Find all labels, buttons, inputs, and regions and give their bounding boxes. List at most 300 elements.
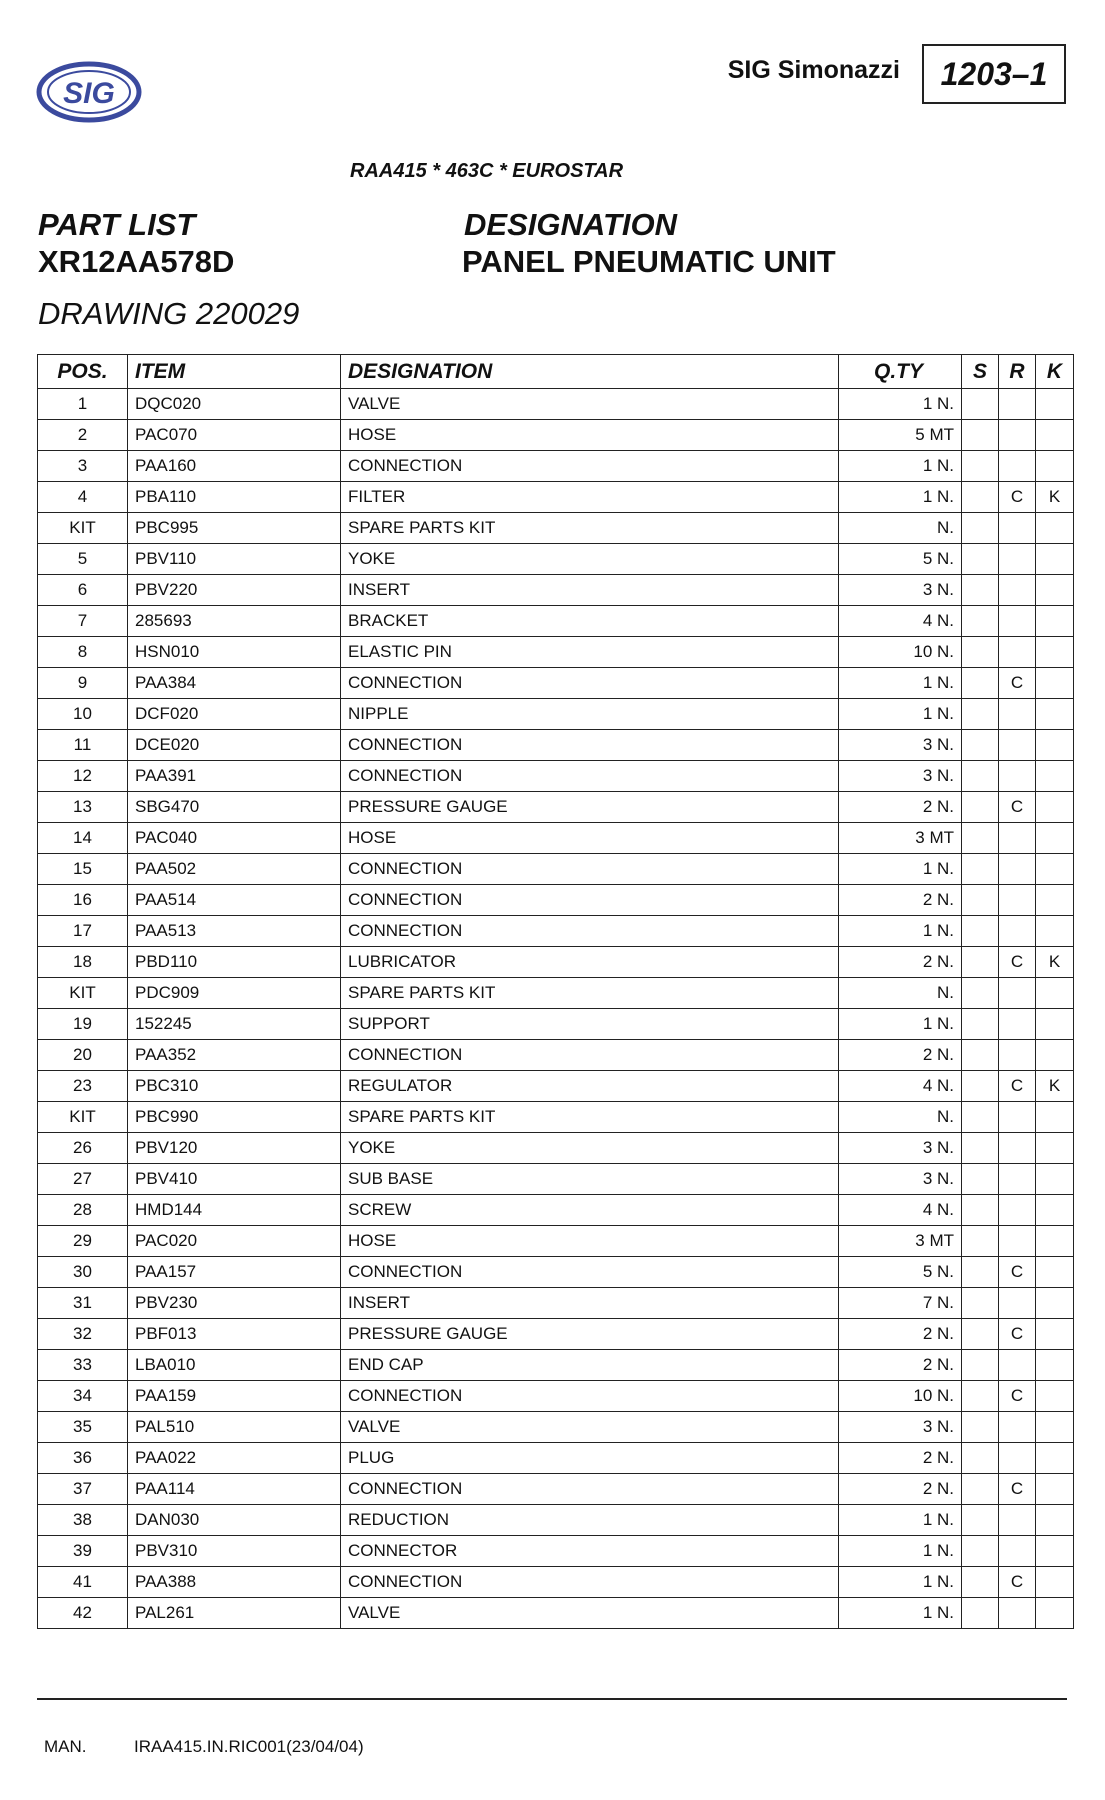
cell-pos: 41 — [38, 1567, 128, 1598]
cell-pos: 29 — [38, 1226, 128, 1257]
cell-pos: 19 — [38, 1009, 128, 1040]
cell-designation: SUPPORT — [341, 1009, 839, 1040]
cell-item: PAC070 — [128, 420, 341, 451]
cell-pos: 6 — [38, 575, 128, 606]
cell-item: LBA010 — [128, 1350, 341, 1381]
cell-k — [1036, 1319, 1074, 1350]
cell-item: PAA352 — [128, 1040, 341, 1071]
cell-k — [1036, 513, 1074, 544]
table-row — [38, 389, 1074, 420]
cell-item: 285693 — [128, 606, 341, 637]
cell-k — [1036, 885, 1074, 916]
cell-r — [999, 916, 1036, 947]
cell-qty: 10 N. — [839, 637, 962, 668]
cell-s — [962, 1102, 999, 1133]
cell-r — [999, 823, 1036, 854]
cell-qty: 2 N. — [839, 1040, 962, 1071]
cell-s — [962, 482, 999, 513]
cell-r — [999, 451, 1036, 482]
cell-item: DCE020 — [128, 730, 341, 761]
cell-item: DQC020 — [128, 389, 341, 420]
cell-qty: 3 N. — [839, 730, 962, 761]
cell-qty: 3 N. — [839, 1164, 962, 1195]
cell-k — [1036, 916, 1074, 947]
header-s: S — [962, 355, 999, 389]
cell-qty: 3 MT — [839, 823, 962, 854]
cell-k — [1036, 575, 1074, 606]
table-row — [38, 1226, 1074, 1257]
cell-item: PAC040 — [128, 823, 341, 854]
cell-k — [1036, 978, 1074, 1009]
cell-r — [999, 513, 1036, 544]
cell-designation: INSERT — [341, 575, 839, 606]
cell-designation: HOSE — [341, 1226, 839, 1257]
cell-k — [1036, 1195, 1074, 1226]
cell-pos: 11 — [38, 730, 128, 761]
cell-r — [999, 1598, 1036, 1629]
cell-s — [962, 389, 999, 420]
cell-pos: 3 — [38, 451, 128, 482]
table-row — [38, 1598, 1074, 1629]
cell-designation: FILTER — [341, 482, 839, 513]
cell-s — [962, 451, 999, 482]
cell-designation: CONNECTION — [341, 1567, 839, 1598]
cell-designation: CONNECTION — [341, 916, 839, 947]
page-number-box — [922, 44, 1066, 104]
table-row — [38, 1536, 1074, 1567]
model-line: RAA415 * 463C * EUROSTAR — [350, 160, 624, 182]
cell-item: PBV410 — [128, 1164, 341, 1195]
cell-k — [1036, 1257, 1074, 1288]
table-row — [38, 1505, 1074, 1536]
cell-item: SBG470 — [128, 792, 341, 823]
cell-r — [999, 978, 1036, 1009]
cell-k — [1036, 1474, 1074, 1505]
table-row — [38, 730, 1074, 761]
table-row — [38, 420, 1074, 451]
cell-pos: 42 — [38, 1598, 128, 1629]
cell-s — [962, 792, 999, 823]
cell-item: PAA114 — [128, 1474, 341, 1505]
cell-k — [1036, 1350, 1074, 1381]
cell-item: PBV230 — [128, 1288, 341, 1319]
cell-pos: 34 — [38, 1381, 128, 1412]
cell-qty: 3 MT — [839, 1226, 962, 1257]
table-row — [38, 916, 1074, 947]
cell-pos: 20 — [38, 1040, 128, 1071]
cell-r — [999, 1009, 1036, 1040]
cell-r — [999, 1288, 1036, 1319]
cell-s — [962, 513, 999, 544]
cell-pos: KIT — [38, 978, 128, 1009]
cell-item: PAA159 — [128, 1381, 341, 1412]
cell-designation: SUB BASE — [341, 1164, 839, 1195]
table-row — [38, 1474, 1074, 1505]
cell-r: C — [999, 482, 1036, 513]
cell-s — [962, 699, 999, 730]
table-row — [38, 761, 1074, 792]
cell-designation: YOKE — [341, 1133, 839, 1164]
cell-item: PAL261 — [128, 1598, 341, 1629]
cell-k — [1036, 420, 1074, 451]
drawing-label: DRAWING 220029 — [38, 296, 300, 331]
cell-k — [1036, 1133, 1074, 1164]
cell-designation: CONNECTION — [341, 1040, 839, 1071]
cell-designation: CONNECTOR — [341, 1536, 839, 1567]
cell-qty: 2 N. — [839, 1474, 962, 1505]
table-row — [38, 513, 1074, 544]
cell-s — [962, 916, 999, 947]
cell-designation: CONNECTION — [341, 854, 839, 885]
header-k: K — [1036, 355, 1074, 389]
cell-item: PAA157 — [128, 1257, 341, 1288]
cell-pos: 30 — [38, 1257, 128, 1288]
cell-item: PAA384 — [128, 668, 341, 699]
cell-k — [1036, 1536, 1074, 1567]
table-row — [38, 544, 1074, 575]
cell-k: K — [1036, 1071, 1074, 1102]
cell-qty: 10 N. — [839, 1381, 962, 1412]
parts-table-body — [38, 389, 1074, 1629]
cell-item: PAA388 — [128, 1567, 341, 1598]
cell-qty: 3 N. — [839, 575, 962, 606]
cell-k — [1036, 854, 1074, 885]
cell-item: PBC995 — [128, 513, 341, 544]
cell-k — [1036, 1009, 1074, 1040]
cell-r — [999, 1195, 1036, 1226]
cell-k — [1036, 1598, 1074, 1629]
cell-item: HMD144 — [128, 1195, 341, 1226]
cell-qty: 1 N. — [839, 699, 962, 730]
cell-qty: N. — [839, 1102, 962, 1133]
cell-s — [962, 420, 999, 451]
cell-s — [962, 1009, 999, 1040]
cell-pos: 36 — [38, 1443, 128, 1474]
cell-pos: 4 — [38, 482, 128, 513]
cell-item: PBC990 — [128, 1102, 341, 1133]
table-row — [38, 1319, 1074, 1350]
cell-designation: CONNECTION — [341, 1257, 839, 1288]
cell-r — [999, 544, 1036, 575]
table-row — [38, 1195, 1074, 1226]
cell-pos: 17 — [38, 916, 128, 947]
cell-s — [962, 637, 999, 668]
cell-s — [962, 575, 999, 606]
cell-item: PDC909 — [128, 978, 341, 1009]
cell-designation: NIPPLE — [341, 699, 839, 730]
cell-r — [999, 1505, 1036, 1536]
cell-k — [1036, 1040, 1074, 1071]
cell-qty: 1 N. — [839, 451, 962, 482]
footer-reference: IRAA415.IN.RIC001(23/04/04) — [134, 1737, 364, 1756]
cell-designation: CONNECTION — [341, 1381, 839, 1412]
cell-pos: 26 — [38, 1133, 128, 1164]
cell-item: PBV110 — [128, 544, 341, 575]
cell-r — [999, 637, 1036, 668]
cell-r — [999, 730, 1036, 761]
cell-s — [962, 885, 999, 916]
cell-r: C — [999, 1381, 1036, 1412]
cell-item: PAA514 — [128, 885, 341, 916]
cell-r: C — [999, 947, 1036, 978]
cell-s — [962, 1443, 999, 1474]
table-header-row — [38, 355, 1074, 389]
cell-item: PAA513 — [128, 916, 341, 947]
cell-qty: 1 N. — [839, 1536, 962, 1567]
table-row — [38, 1443, 1074, 1474]
cell-k — [1036, 606, 1074, 637]
part-list-code: XR12AA578D — [38, 244, 235, 279]
cell-qty: 1 N. — [839, 1009, 962, 1040]
header-item: ITEM — [128, 355, 341, 389]
cell-k — [1036, 1102, 1074, 1133]
table-row — [38, 637, 1074, 668]
cell-s — [962, 606, 999, 637]
cell-designation: SPARE PARTS KIT — [341, 1102, 839, 1133]
table-row — [38, 1133, 1074, 1164]
table-row — [38, 792, 1074, 823]
cell-r — [999, 1443, 1036, 1474]
cell-qty: 1 N. — [839, 668, 962, 699]
cell-designation: YOKE — [341, 544, 839, 575]
cell-qty: N. — [839, 978, 962, 1009]
cell-s — [962, 1164, 999, 1195]
cell-designation: PLUG — [341, 1443, 839, 1474]
cell-item: PAA160 — [128, 451, 341, 482]
cell-pos: 31 — [38, 1288, 128, 1319]
table-row — [38, 575, 1074, 606]
cell-qty: 3 N. — [839, 1133, 962, 1164]
cell-item: PAA022 — [128, 1443, 341, 1474]
cell-pos: 13 — [38, 792, 128, 823]
cell-s — [962, 978, 999, 1009]
cell-s — [962, 947, 999, 978]
cell-pos: 38 — [38, 1505, 128, 1536]
cell-r: C — [999, 1257, 1036, 1288]
cell-item: PBD110 — [128, 947, 341, 978]
table-row — [38, 1102, 1074, 1133]
cell-k — [1036, 730, 1074, 761]
cell-designation: SPARE PARTS KIT — [341, 513, 839, 544]
cell-k — [1036, 1412, 1074, 1443]
table-row — [38, 668, 1074, 699]
cell-pos: 8 — [38, 637, 128, 668]
cell-qty: 2 N. — [839, 947, 962, 978]
cell-item: PAL510 — [128, 1412, 341, 1443]
cell-item: PBV120 — [128, 1133, 341, 1164]
parts-table — [37, 354, 1074, 1629]
cell-qty: 4 N. — [839, 1071, 962, 1102]
cell-item: PBF013 — [128, 1319, 341, 1350]
cell-s — [962, 1412, 999, 1443]
cell-s — [962, 1381, 999, 1412]
cell-s — [962, 730, 999, 761]
cell-k — [1036, 668, 1074, 699]
cell-pos: KIT — [38, 1102, 128, 1133]
cell-r — [999, 606, 1036, 637]
cell-r — [999, 761, 1036, 792]
cell-item: HSN010 — [128, 637, 341, 668]
table-row — [38, 1381, 1074, 1412]
cell-r — [999, 1133, 1036, 1164]
cell-k — [1036, 1226, 1074, 1257]
cell-r — [999, 1040, 1036, 1071]
cell-pos: 39 — [38, 1536, 128, 1567]
cell-k — [1036, 761, 1074, 792]
cell-k — [1036, 699, 1074, 730]
cell-pos: 35 — [38, 1412, 128, 1443]
cell-k — [1036, 1443, 1074, 1474]
cell-designation: BRACKET — [341, 606, 839, 637]
cell-qty: 1 N. — [839, 1567, 962, 1598]
cell-s — [962, 1598, 999, 1629]
cell-qty: 2 N. — [839, 792, 962, 823]
cell-qty: 1 N. — [839, 1598, 962, 1629]
cell-qty: 3 N. — [839, 1412, 962, 1443]
cell-k: K — [1036, 482, 1074, 513]
table-row — [38, 451, 1074, 482]
cell-s — [962, 761, 999, 792]
cell-designation: CONNECTION — [341, 761, 839, 792]
table-row — [38, 823, 1074, 854]
cell-pos: 5 — [38, 544, 128, 575]
header-qty: Q.TY — [839, 355, 962, 389]
cell-qty: 1 N. — [839, 916, 962, 947]
cell-designation: CONNECTION — [341, 1474, 839, 1505]
cell-s — [962, 1288, 999, 1319]
table-row — [38, 1350, 1074, 1381]
cell-r — [999, 885, 1036, 916]
cell-pos: 9 — [38, 668, 128, 699]
cell-pos: 2 — [38, 420, 128, 451]
cell-qty: 1 N. — [839, 1505, 962, 1536]
cell-s — [962, 1071, 999, 1102]
cell-pos: 7 — [38, 606, 128, 637]
table-row — [38, 1257, 1074, 1288]
table-row — [38, 978, 1074, 1009]
cell-s — [962, 1133, 999, 1164]
cell-designation: CONNECTION — [341, 885, 839, 916]
cell-s — [962, 544, 999, 575]
cell-s — [962, 1226, 999, 1257]
table-row — [38, 699, 1074, 730]
cell-s — [962, 823, 999, 854]
cell-pos: 32 — [38, 1319, 128, 1350]
cell-s — [962, 1040, 999, 1071]
cell-qty: N. — [839, 513, 962, 544]
cell-k — [1036, 389, 1074, 420]
cell-r: C — [999, 1567, 1036, 1598]
cell-item: PBV220 — [128, 575, 341, 606]
cell-r: C — [999, 1319, 1036, 1350]
cell-designation: INSERT — [341, 1288, 839, 1319]
cell-s — [962, 1257, 999, 1288]
cell-qty: 1 N. — [839, 482, 962, 513]
cell-item: DCF020 — [128, 699, 341, 730]
cell-pos: 28 — [38, 1195, 128, 1226]
cell-pos: 37 — [38, 1474, 128, 1505]
cell-pos: 27 — [38, 1164, 128, 1195]
cell-pos: 10 — [38, 699, 128, 730]
footer-divider — [37, 1698, 1067, 1700]
cell-r: C — [999, 792, 1036, 823]
cell-item: DAN030 — [128, 1505, 341, 1536]
cell-pos: KIT — [38, 513, 128, 544]
table-row — [38, 885, 1074, 916]
cell-designation: VALVE — [341, 389, 839, 420]
cell-k — [1036, 823, 1074, 854]
table-row — [38, 1288, 1074, 1319]
table-row — [38, 947, 1074, 978]
part-list-label: PART LIST — [38, 207, 196, 242]
table-row — [38, 1164, 1074, 1195]
cell-s — [962, 1505, 999, 1536]
cell-r: C — [999, 1071, 1036, 1102]
header-r: R — [999, 355, 1036, 389]
cell-designation: PRESSURE GAUGE — [341, 792, 839, 823]
cell-pos: 15 — [38, 854, 128, 885]
cell-s — [962, 1536, 999, 1567]
cell-designation: LUBRICATOR — [341, 947, 839, 978]
cell-r — [999, 1226, 1036, 1257]
company-name: SIG Simonazzi — [727, 56, 900, 84]
cell-k: K — [1036, 947, 1074, 978]
designation-label: DESIGNATION — [464, 207, 677, 242]
cell-qty: 5 N. — [839, 544, 962, 575]
cell-k — [1036, 451, 1074, 482]
cell-pos: 16 — [38, 885, 128, 916]
cell-r — [999, 1536, 1036, 1567]
cell-item: PAA391 — [128, 761, 341, 792]
cell-r — [999, 854, 1036, 885]
cell-designation: CONNECTION — [341, 451, 839, 482]
cell-item: PAA502 — [128, 854, 341, 885]
cell-designation: HOSE — [341, 823, 839, 854]
cell-designation: REGULATOR — [341, 1071, 839, 1102]
cell-s — [962, 1319, 999, 1350]
cell-designation: VALVE — [341, 1412, 839, 1443]
table-row — [38, 1567, 1074, 1598]
cell-designation: CONNECTION — [341, 730, 839, 761]
cell-qty: 2 N. — [839, 1443, 962, 1474]
cell-qty: 2 N. — [839, 885, 962, 916]
cell-k — [1036, 1164, 1074, 1195]
cell-designation: ELASTIC PIN — [341, 637, 839, 668]
cell-k — [1036, 1567, 1074, 1598]
cell-pos: 23 — [38, 1071, 128, 1102]
cell-qty: 7 N. — [839, 1288, 962, 1319]
cell-k — [1036, 544, 1074, 575]
cell-k — [1036, 637, 1074, 668]
cell-qty: 1 N. — [839, 854, 962, 885]
cell-r — [999, 575, 1036, 606]
cell-qty: 2 N. — [839, 1319, 962, 1350]
cell-item: PBV310 — [128, 1536, 341, 1567]
cell-k — [1036, 1505, 1074, 1536]
cell-r — [999, 389, 1036, 420]
cell-r — [999, 1102, 1036, 1133]
cell-qty: 3 N. — [839, 761, 962, 792]
cell-pos: 12 — [38, 761, 128, 792]
cell-r — [999, 1350, 1036, 1381]
cell-designation: REDUCTION — [341, 1505, 839, 1536]
cell-r — [999, 420, 1036, 451]
table-row — [38, 1071, 1074, 1102]
cell-pos: 33 — [38, 1350, 128, 1381]
cell-designation: VALVE — [341, 1598, 839, 1629]
table-row — [38, 854, 1074, 885]
cell-designation: SPARE PARTS KIT — [341, 978, 839, 1009]
